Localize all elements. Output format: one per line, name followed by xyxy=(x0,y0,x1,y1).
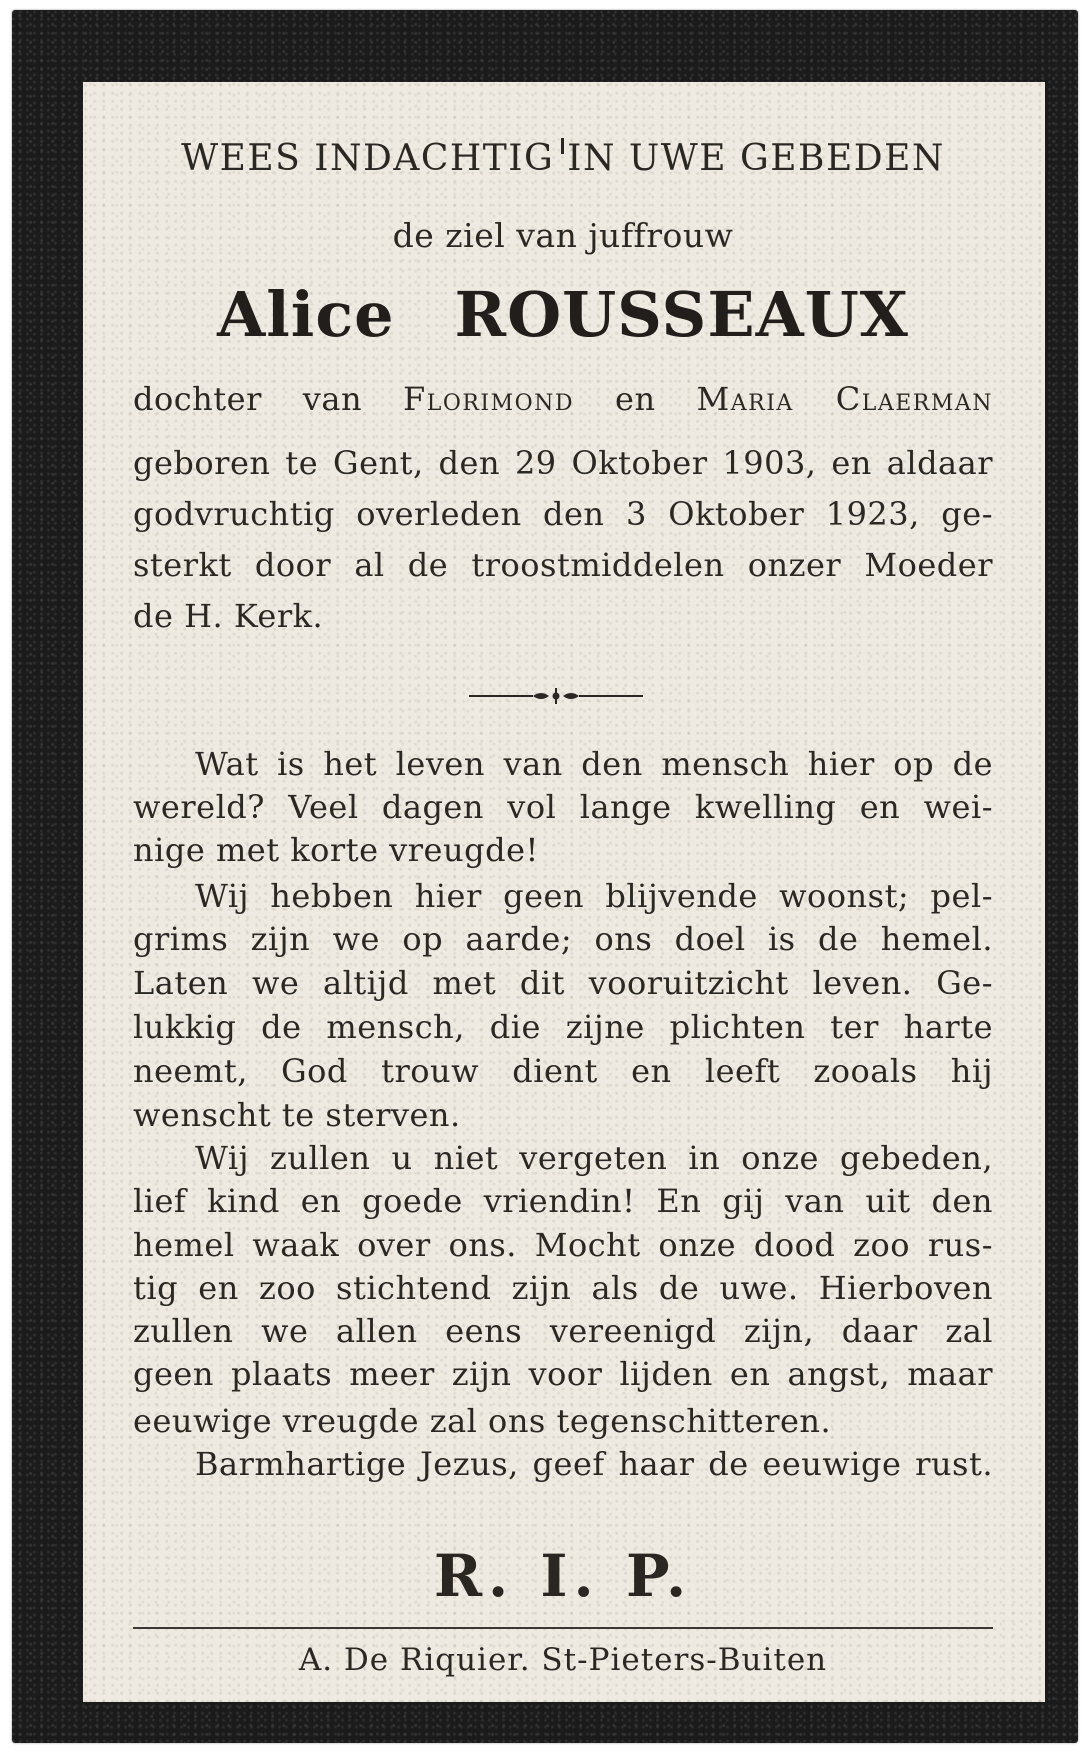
heading: WEES INDACHTIG IN UWE GEBEDEN xyxy=(181,138,945,179)
last-name: ROUSSEAUX xyxy=(454,278,909,351)
verse-line: Laten we altijd met dit vooruitzicht leven. Ge- xyxy=(133,964,993,1002)
closing-prayer: Barmhartige Jezus, geef haar de eeuwige rust. xyxy=(195,1445,993,1483)
verse-line: grims zijn we op aarde; ons doel is de hemel. xyxy=(133,920,993,958)
verse-line: wenscht te sterven. xyxy=(133,1096,461,1134)
parents-line xyxy=(133,380,993,418)
first-name: Alice xyxy=(217,278,395,351)
verse-line: geen plaats meer zijn voor lijden en angst, maar xyxy=(133,1355,993,1393)
verse-line: zullen we allen eens vereenigd zijn, daar zal xyxy=(133,1312,993,1350)
ornament-divider-icon xyxy=(469,686,643,706)
verse-line: neemt, God trouw dient en leeft zooals hij xyxy=(133,1052,993,1090)
verse-line: hemel waak over ons. Mocht onze dood zoo rus- xyxy=(133,1226,993,1264)
father-name: Florimond xyxy=(403,380,575,418)
memorial-card xyxy=(12,10,1078,1743)
parents-conj: en xyxy=(615,380,656,418)
bio-line: geboren te Gent, den 29 Oktober 1903, en aldaar xyxy=(133,444,993,482)
verse-line: wereld? Veel dagen vol lange kwelling en wei- xyxy=(133,788,993,826)
parents-prefix: dochter van xyxy=(133,380,363,418)
verse-line: tig en zoo stichtend zijn als de uwe. Hierboven xyxy=(133,1269,993,1307)
deceased-name xyxy=(133,278,993,351)
card-paper xyxy=(83,82,1045,1702)
verse-line: Wat is het leven van den mensch hier op de xyxy=(195,745,993,783)
printer-credit: A. De Riquier. St-Pieters-Buiten xyxy=(298,1642,828,1678)
verse-line: Wij zullen u niet vergeten in onze gebeden, xyxy=(195,1139,993,1177)
bio-line: de H. Kerk. xyxy=(133,597,324,635)
bio-line: godvruchtig overleden den 3 Oktober 1923, ge- xyxy=(133,495,993,533)
verse-line: nige met korte vreugde! xyxy=(133,831,539,869)
verse-line: Wij hebben hier geen blijvende woonst; pel- xyxy=(195,877,993,915)
mother-name: Maria Claerman xyxy=(696,380,993,418)
bio-line: sterkt door al de troostmiddelen onzer Moeder xyxy=(133,546,993,584)
footer-rule xyxy=(133,1627,993,1629)
rip-inscription: R. I. P. xyxy=(433,1542,693,1610)
verse-line: eeuwige vreugde zal ons tegenschitteren. xyxy=(133,1402,832,1440)
verse-line: lief kind en goede vriendin! En gij van uit den xyxy=(133,1182,993,1220)
intro-line: de ziel van juffrouw xyxy=(392,216,734,255)
verse-line: lukkig de mensch, die zijne plichten ter harte xyxy=(133,1008,993,1046)
